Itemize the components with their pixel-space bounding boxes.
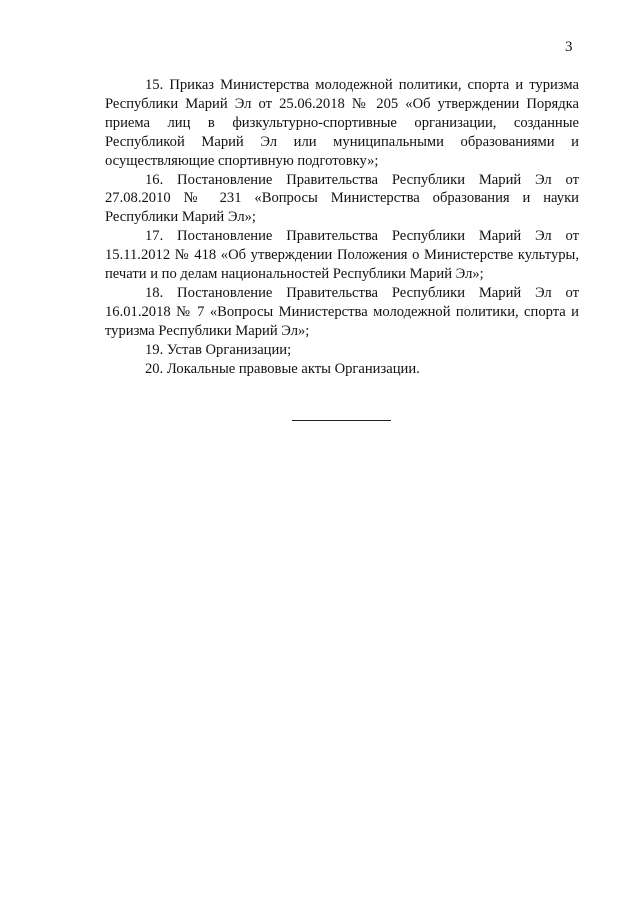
list-item-15: 15. Приказ Министерства молодежной политики, спорта и туризма Республики Марий Эл от 25.06.2018 № 205 «Об утверждении Порядка приема лиц в физкультурно-спортивные организации, созданные Республикой Марий Эл или муниципальными образованиями и осуществляющие спортивную подготовку»; — [105, 77, 579, 169]
list-item-19: 19. Устав Организации; — [145, 341, 292, 358]
list-item-17: 17. Постановление Правительства Республики Марий Эл от 15.11.2012 № 418 «Об утверждении Положения о Министерстве культуры, печати и по делам национальностей Республики Марий Эл»; — [105, 228, 579, 283]
page-number: 3 — [565, 39, 573, 55]
list-item-16: 16. Постановление Правительства Республики Марий Эл от 27.08.2010 № 231 «Вопросы Министерства образования и науки Республики Марий Эл»; — [105, 171, 579, 226]
list-item-18: 18. Постановление Правительства Республики Марий Эл от 16.01.2018 № 7 «Вопросы Министерства молодежной политики, спорта и туризма Республики Марий Эл»; — [105, 284, 579, 339]
end-separator-line — [292, 420, 391, 421]
document-body — [105, 76, 579, 379]
list-item-20: 20. Локальные правовые акты Организации. — [145, 360, 420, 377]
